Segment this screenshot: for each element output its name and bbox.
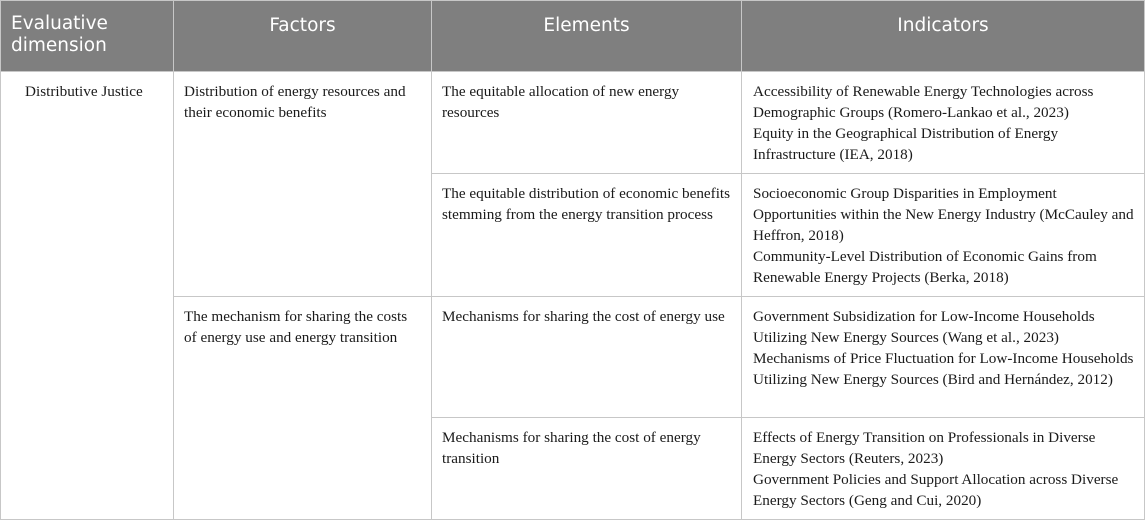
factor-cell: The mechanism for sharing the costs of energy use and energy transition bbox=[174, 297, 432, 520]
indicator-item: Effects of Energy Transition on Professionals in Diverse Energy Sectors (Reuters, 2023) bbox=[753, 429, 1096, 467]
dimension-cell: Distributive Justice bbox=[1, 72, 174, 520]
header-factors: Factors bbox=[174, 1, 432, 72]
indicator-item: Government Policies and Support Allocation across Diverse Energy Sectors (Geng and Cui, 2020) bbox=[753, 471, 1119, 509]
element-cell: The equitable distribution of economic benefits stemming from the energy transition process bbox=[432, 174, 742, 297]
element-cell: The equitable allocation of new energy resources bbox=[432, 72, 742, 174]
element-cell: Mechanisms for sharing the cost of energy use bbox=[432, 297, 742, 418]
factor-cell: Distribution of energy resources and their economic benefits bbox=[174, 72, 432, 297]
header-row bbox=[1, 1, 1145, 72]
header-evaluative-dimension: Evaluative dimension bbox=[1, 1, 174, 72]
indicators-cell bbox=[742, 297, 1145, 418]
header-indicators: Indicators bbox=[742, 1, 1145, 72]
indicator-item: Socioeconomic Group Disparities in Employment Opportunities within the New Energy Industry (McCauley and Heffron, 2018) bbox=[753, 185, 1134, 244]
indicators-cell bbox=[742, 418, 1145, 520]
indicators-cell bbox=[742, 72, 1145, 174]
element-cell: Mechanisms for sharing the cost of energy transition bbox=[432, 418, 742, 520]
indicators-cell bbox=[742, 174, 1145, 297]
indicator-item: Mechanisms of Price Fluctuation for Low-Income Households Utilizing New Energy Sources (Bird and Hernández, 2012) bbox=[753, 350, 1134, 388]
table-row bbox=[1, 72, 1145, 174]
indicator-item: Equity in the Geographical Distribution of Energy Infrastructure (IEA, 2018) bbox=[753, 125, 1059, 163]
indicator-item: Government Subsidization for Low-Income Households Utilizing New Energy Sources (Wang et al., 2023) bbox=[753, 308, 1095, 346]
indicator-item: Accessibility of Renewable Energy Technologies across Demographic Groups (Romero-Lankao et al., 2023) bbox=[753, 83, 1094, 121]
indicator-item: Community-Level Distribution of Economic Gains from Renewable Energy Projects (Berka, 2018) bbox=[753, 248, 1097, 286]
header-elements: Elements bbox=[432, 1, 742, 72]
